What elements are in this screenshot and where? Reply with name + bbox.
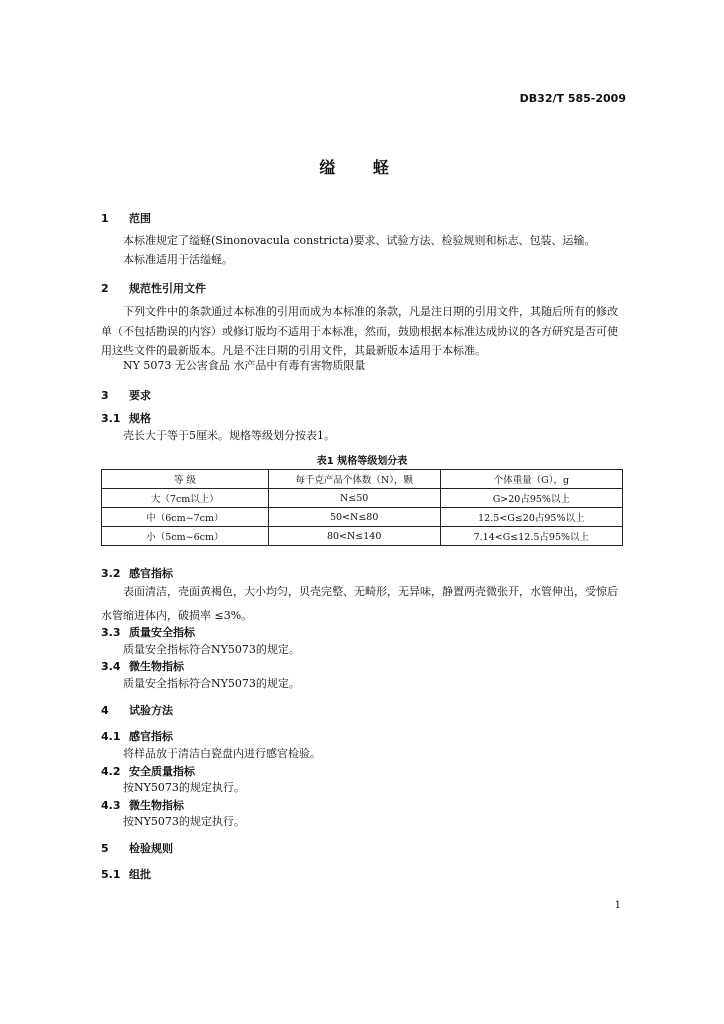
- page-number: 1: [614, 900, 621, 911]
- table-cell: N≤50: [268, 489, 440, 508]
- section-number: 3.3: [101, 626, 121, 639]
- scope-line-1: 本标准规定了缢蛏(Sinonovacula constricta)要求、试验方法、检验规则和标志、包装、运输。: [123, 234, 596, 247]
- table-row: [102, 489, 623, 508]
- table-cell: 80<N≤140: [268, 527, 440, 546]
- normative-references-paragraph: 下列文件中的条款通过本标准的引用而成为本标准的条款，凡是注日期的引用文件，其随后所有的修改单（不包括勘误的内容）或修订版均不适用于本标准，然而，鼓励根据本标准达成协议的各方研究是否可使用这些文件的最新版本。凡是不注日期的引用文件，其最新版本适用于本标准。: [101, 305, 618, 357]
- section-number: 1: [101, 212, 109, 225]
- table-cell: 50<N≤80: [268, 508, 440, 527]
- table-row: [102, 527, 623, 546]
- header-cell: 个体重量（G），g: [440, 470, 622, 489]
- section-3-3-heading: [101, 624, 195, 640]
- section-title: 要求: [129, 389, 151, 402]
- section-number: 4.2: [101, 765, 121, 778]
- section-number: 3.4: [101, 660, 121, 673]
- scope-line-2: 本标准适用于活缢蛏。: [123, 253, 233, 266]
- table-cell: 7.14<G≤12.5占95%以上: [440, 527, 622, 546]
- section-title: 微生物指标: [129, 660, 184, 673]
- section-3-4-heading: [101, 658, 184, 674]
- section-1-heading: [101, 210, 151, 226]
- section-title: 检验规则: [129, 842, 173, 855]
- section-title: 试验方法: [129, 704, 173, 717]
- sensory-paragraph: 表面清洁，壳面黄褐色，大小均匀，贝壳完整、无畸形，无异味，静置两壳微张开，水管伸出，受惊后水管缩进体内，破损率 ≤3%。: [101, 585, 618, 622]
- table-cell: 小（5cm~6cm）: [102, 527, 269, 546]
- section-number: 3: [101, 389, 109, 402]
- section-number: 2: [101, 282, 109, 295]
- section-number: 4: [101, 704, 109, 717]
- spec-text: 壳长大于等于5厘米。规格等级划分按表1。: [123, 429, 335, 442]
- section-number: 4.1: [101, 730, 121, 743]
- microbial-test-text: 按NY5073的规定执行。: [123, 815, 245, 828]
- section-3-2-heading: [101, 565, 173, 581]
- document-title: 缢 蛏: [319, 158, 405, 177]
- section-5-1-heading: [101, 866, 151, 882]
- section-number: 3.1: [101, 412, 121, 425]
- table-header-row: [102, 470, 623, 489]
- section-3-heading: [101, 387, 151, 403]
- section-title: 规格: [129, 412, 151, 425]
- section-title: 范围: [129, 212, 151, 225]
- section-4-1-heading: [101, 728, 173, 744]
- quality-safety-text: 质量安全指标符合NY5073的规定。: [123, 643, 300, 656]
- section-title: 规范性引用文件: [129, 282, 206, 295]
- table-row: [102, 508, 623, 527]
- section-title: 感官指标: [129, 567, 173, 580]
- table-cell: 中（6cm~7cm）: [102, 508, 269, 527]
- grade-table: [101, 469, 623, 546]
- section-2-heading: [101, 280, 206, 296]
- section-4-heading: [101, 702, 173, 718]
- section-title: 安全质量指标: [129, 765, 195, 778]
- section-title: 微生物指标: [129, 799, 184, 812]
- standard-code: DB32/T 585-2009: [519, 92, 626, 105]
- section-number: 4.3: [101, 799, 121, 812]
- header-cell: 每千克产品个体数（N），颗: [268, 470, 440, 489]
- section-4-3-heading: [101, 797, 184, 813]
- table-cell: 大（7cm以上）: [102, 489, 269, 508]
- safety-test-text: 按NY5073的规定执行。: [123, 781, 245, 794]
- section-title: 组批: [129, 868, 151, 881]
- section-number: 3.2: [101, 567, 121, 580]
- header-cell: 等 级: [102, 470, 269, 489]
- microbial-text: 质量安全指标符合NY5073的规定。: [123, 677, 300, 690]
- reference-ny5073: NY 5073 无公害食品 水产品中有毒有害物质限量: [123, 359, 366, 372]
- section-number: 5.1: [101, 868, 121, 881]
- table-cell: G>20占95%以上: [440, 489, 622, 508]
- section-number: 5: [101, 842, 109, 855]
- sensory-test-text: 将样品放于清洁白瓷盘内进行感官检验。: [123, 747, 321, 760]
- section-3-1-heading: [101, 410, 151, 426]
- section-4-2-heading: [101, 763, 195, 779]
- table-cell: 12.5<G≤20占95%以上: [440, 508, 622, 527]
- section-5-heading: [101, 840, 173, 856]
- section-title: 质量安全指标: [129, 626, 195, 639]
- table-caption: 表1 规格等级划分表: [316, 456, 408, 467]
- section-title: 感官指标: [129, 730, 173, 743]
